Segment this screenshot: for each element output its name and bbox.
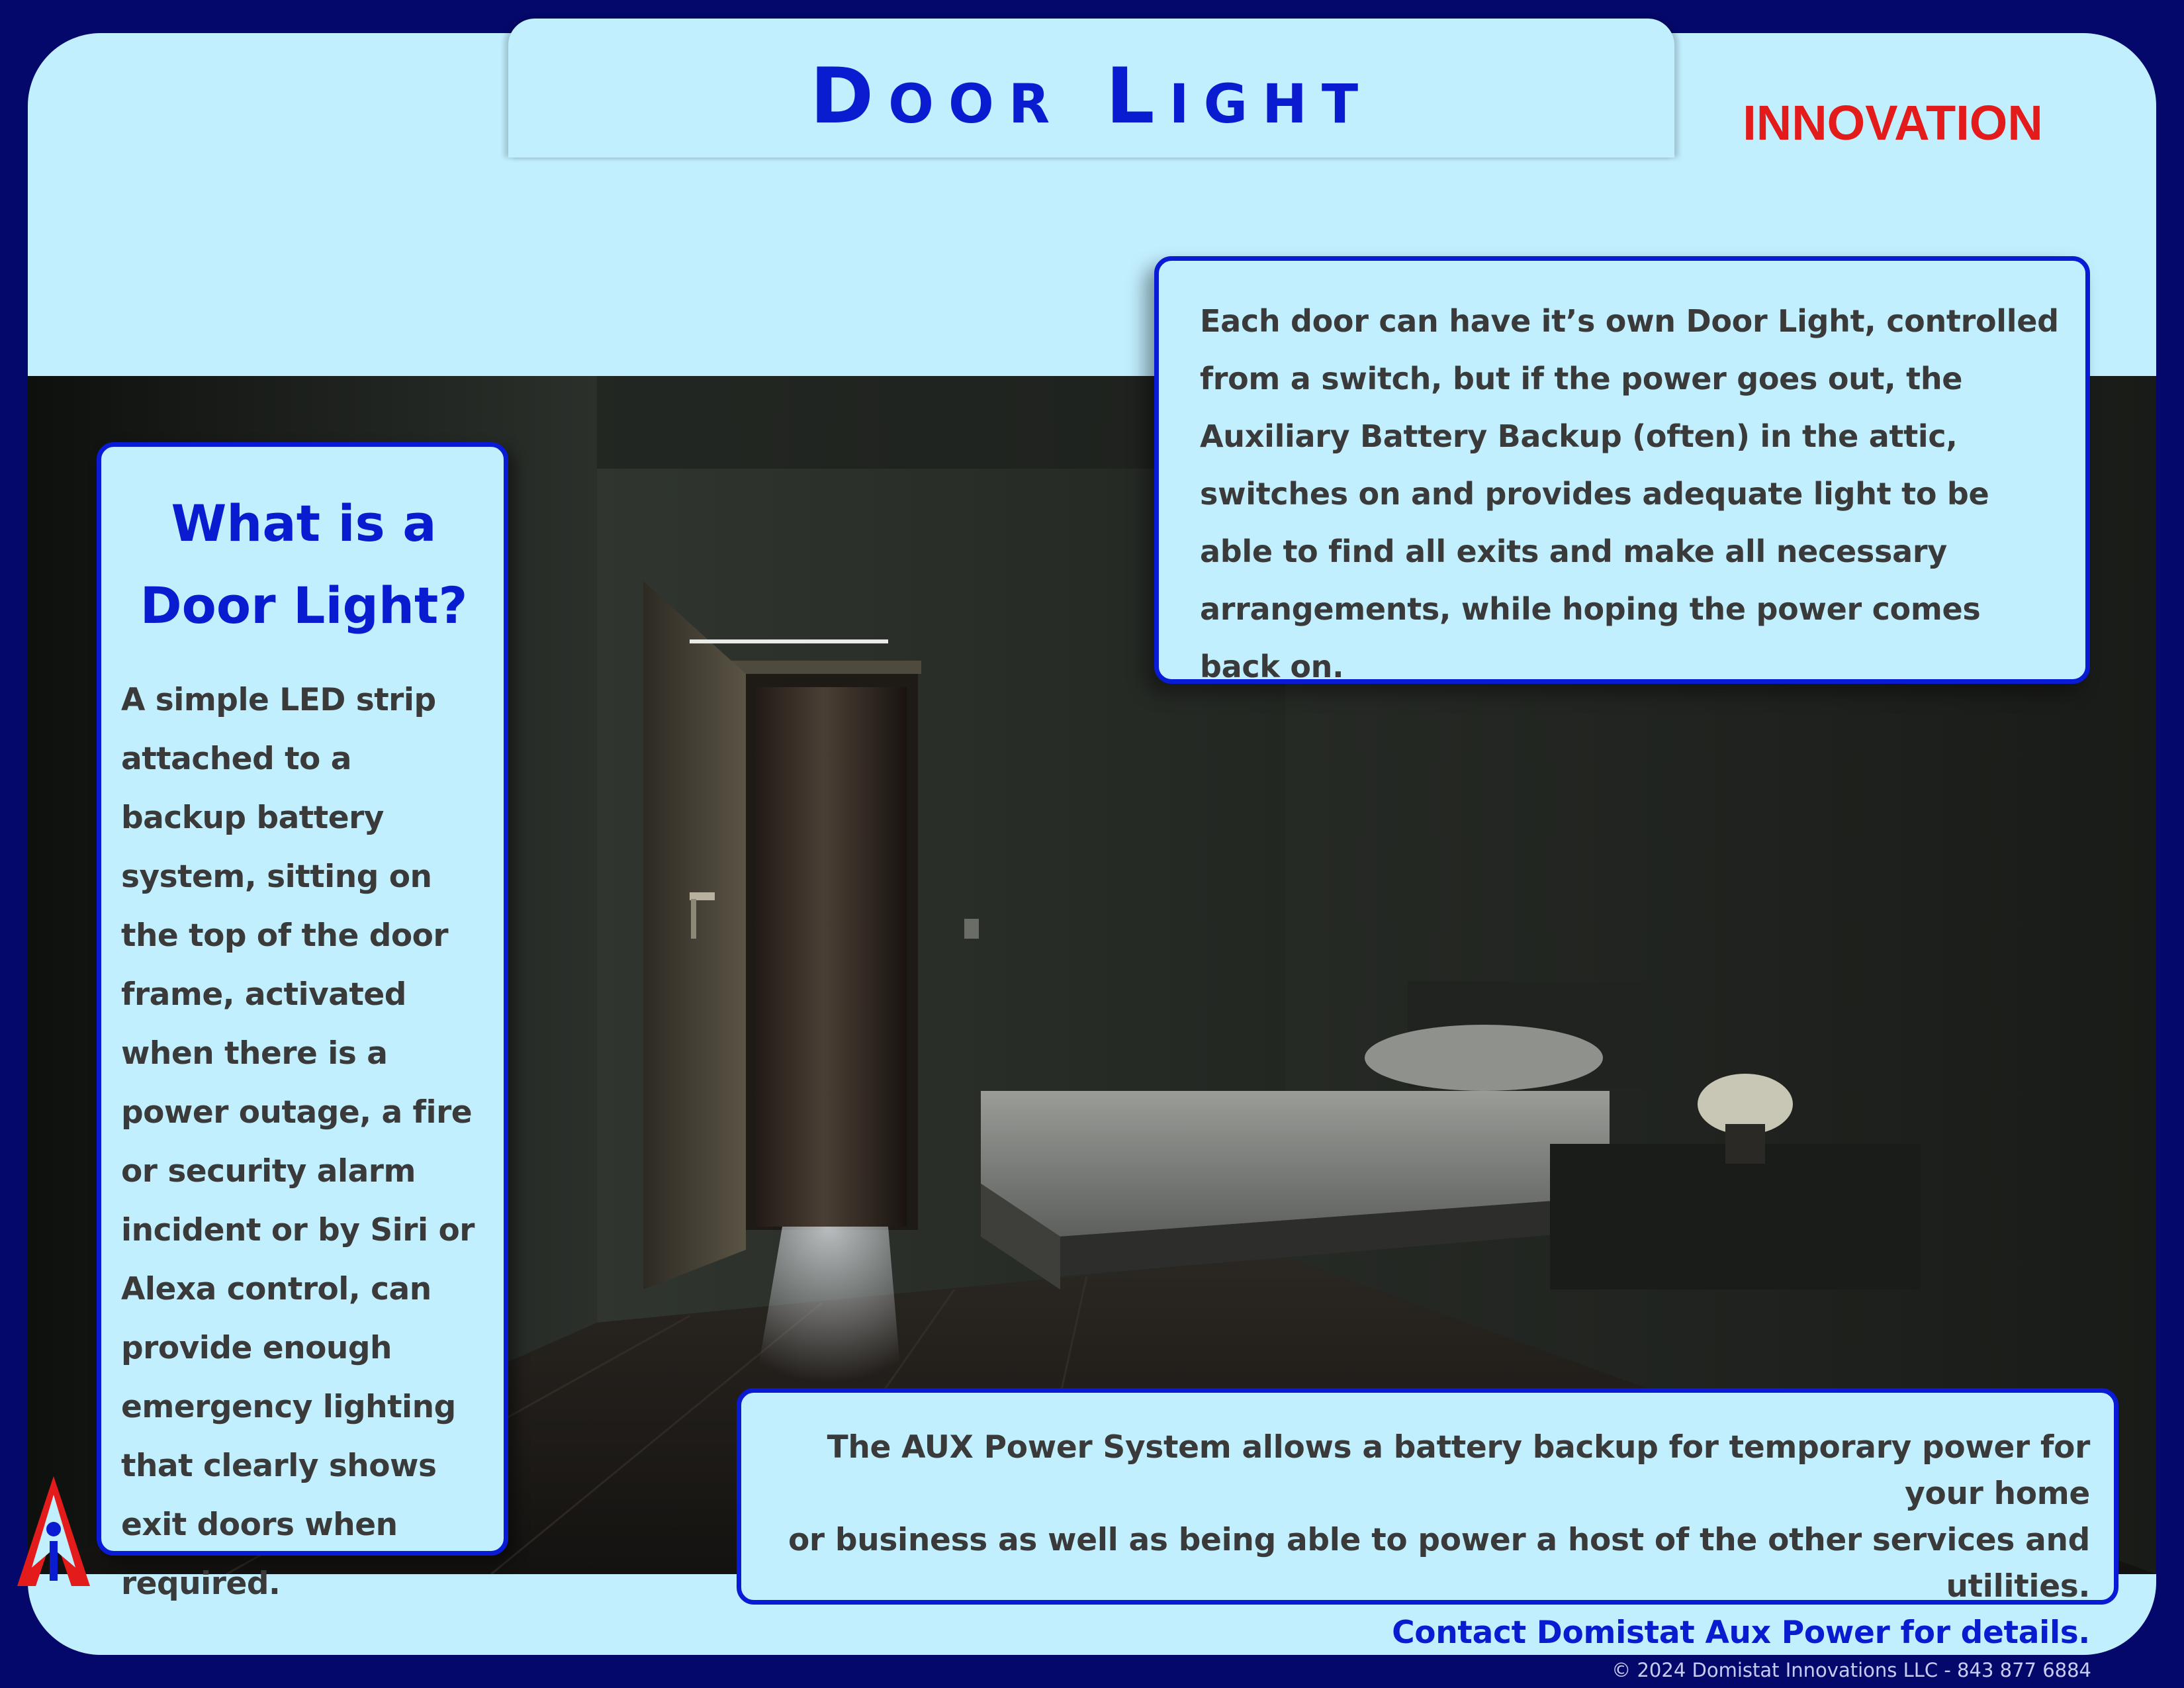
sidebar-heading-line1: What is a <box>171 494 437 553</box>
info-box <box>737 1388 2118 1651</box>
callout-box <box>1154 256 2090 684</box>
callout-text: Each door can have it’s own Door Light, controlled from a switch, but if the power goes out, the Auxiliary Battery Backup (often) in the attic, switches on and provides adequate light to be able to find all exits and make all necessary arrangements, while hoping the power comes back on. <box>1200 303 2059 684</box>
info-line-2: or business as well as being able to power a host of the other services and utilities. <box>788 1522 2090 1605</box>
domistat-logo-icon <box>15 1475 93 1587</box>
page-title: Door Light <box>809 52 1373 141</box>
innovation-label: INNOVATION <box>1743 95 2043 150</box>
copyright-text: © 2024 Domistat Innovations LLC - 843 877 6884 <box>1612 1659 2091 1681</box>
info-line-1: The AUX Power System allows a battery backup for temporary power for your home <box>827 1429 2090 1512</box>
sidebar-box <box>97 442 508 1602</box>
sidebar-heading-line2: Door Light? <box>140 576 468 635</box>
contact-link[interactable]: Contact Domistat Aux Power for details. <box>1392 1615 2090 1651</box>
sidebar-text: A simple LED strip attached to a backup battery system, sitting on the top of the door frame, activated when there is a power outage, a fire or security alarm incident or by Siri or Alexa control, can provide enough emergency lighting that clearly shows exit doors when required. <box>121 682 475 1602</box>
sidebar-heading <box>121 483 486 647</box>
